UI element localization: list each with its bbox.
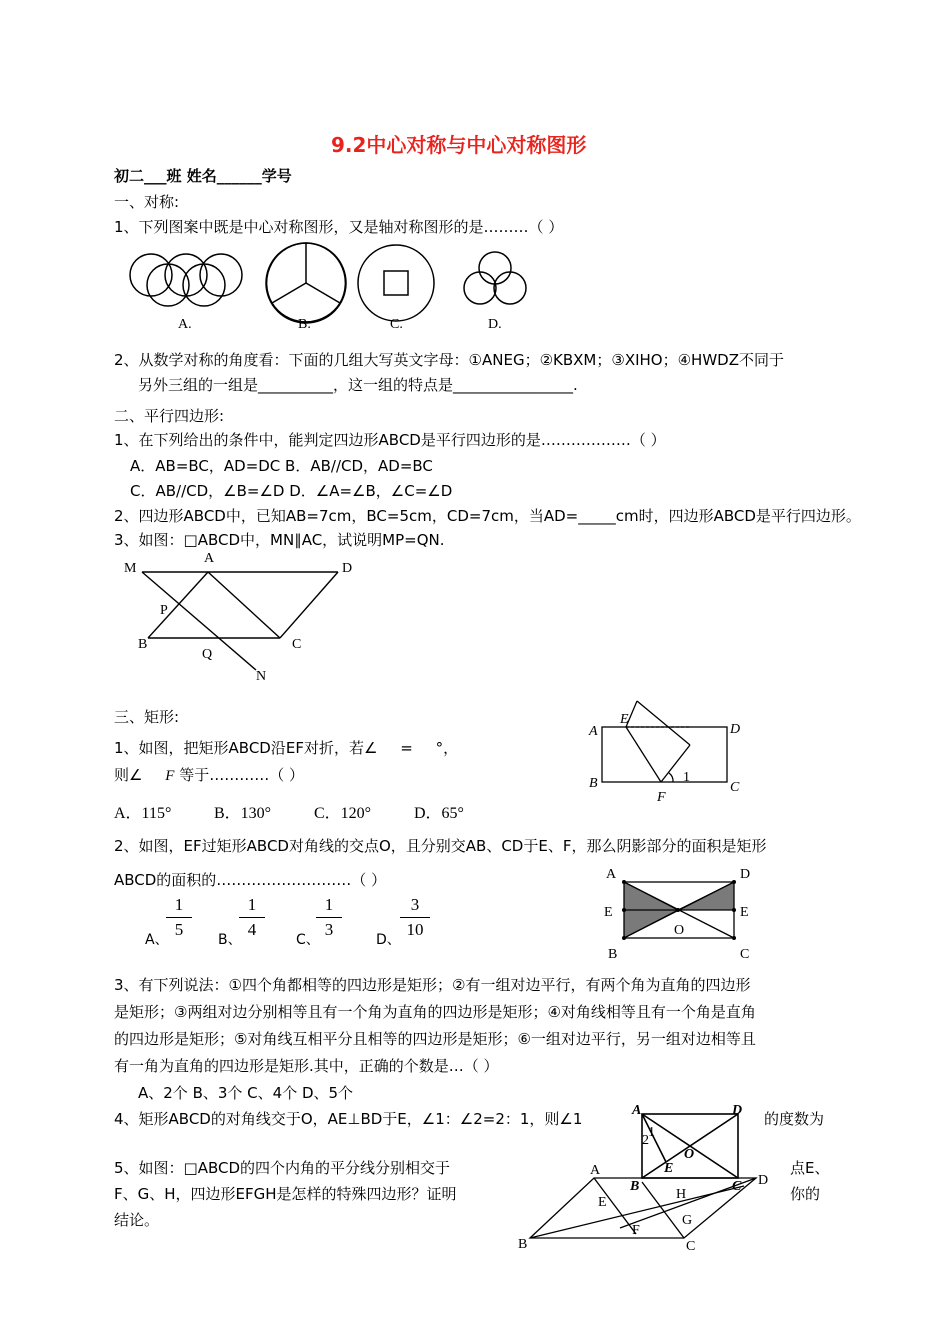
- s3-q5-line3: 结论。: [114, 1211, 160, 1229]
- label-e: E: [620, 712, 629, 727]
- figure-d-triquetra: [464, 252, 526, 304]
- label-a: A: [590, 1163, 601, 1178]
- s3-q2-option-a-label: A、: [145, 932, 169, 948]
- s3-q5-line1-tail: 点E、: [790, 1159, 830, 1177]
- line-mn: [142, 572, 256, 670]
- s1-q1: 1、下列图案中既是中心对称图形，又是轴对称图形的是………（ ）: [114, 218, 564, 236]
- s3-q2-line1: 2、如图，EF过矩形ABCD对角线的交点O，且分别交AB、CD于E、F，那么阴影部分的面积是矩形: [114, 837, 767, 855]
- s3-q2-option-c-label: C、: [296, 932, 320, 948]
- line-dc: [280, 572, 338, 638]
- s3-q4-text-tail: 的度数为: [764, 1110, 825, 1128]
- label-c: C: [732, 1179, 742, 1194]
- s3-q3-options: A、2个 B、3个 C、4个 D、5个: [138, 1084, 354, 1102]
- s3-q1-text-e: F: [165, 768, 175, 784]
- fraction-c-num: 1: [316, 895, 342, 918]
- rectangle: [602, 727, 727, 782]
- s3-q1-text-a: 1、如图，把矩形ABCD沿EF对折，若∠: [114, 739, 378, 757]
- s3-q1-option-a: A．115°: [114, 805, 172, 822]
- fig-label-c: C.: [390, 317, 403, 332]
- label-b: B: [589, 776, 598, 791]
- s3-q1-text-c: °，: [435, 739, 459, 757]
- label-d: D: [758, 1173, 769, 1188]
- label-o: O: [674, 923, 685, 938]
- s2-q1-options-2: C．AB//CD，∠B=∠D D．∠A=∠B，∠C=∠D: [130, 482, 453, 500]
- label-e: E: [598, 1195, 607, 1210]
- section-1-heading: 一、对称:: [114, 193, 180, 211]
- s1-q2-line2: 另外三组的一组是__________，这一组的特点是________________.: [138, 376, 578, 394]
- label-f: F: [632, 1223, 640, 1238]
- s3-q2-option-c-fraction: [316, 895, 342, 940]
- section-3-heading: 三、矩形:: [114, 708, 180, 726]
- label-b: B: [630, 1179, 640, 1194]
- s3-q3-line4: 有一角为直角的四边形是矩形.其中，正确的个数是…（ ）: [114, 1057, 499, 1075]
- s2-q1: 1、在下列给出的条件中，能判定四边形ABCD是平行四边形的是………………（ ）: [114, 431, 666, 449]
- figure-a-rings: [130, 254, 242, 306]
- s1-q2-line1: 2、从数学对称的角度看：下面的几组大写英文字母：①ANEG；②KBXM；③XIHO；④HWDZ不同于: [114, 351, 784, 369]
- label-1: 1: [648, 1125, 655, 1140]
- s3-q3-line3: 的四边形是矩形；⑤对角线互相平分且相等的四边形是矩形；⑥一组对边平行，另一组对边相等且: [114, 1030, 756, 1048]
- fraction-c-den: 3: [324, 920, 334, 939]
- label-g: G: [682, 1213, 693, 1228]
- s3-q2-option-d-label: D、: [376, 932, 401, 948]
- s3-q2-option-d-fraction: [400, 895, 430, 940]
- label-e-right: E: [740, 905, 749, 920]
- s2-q1-options-1: A．AB=BC，AD=DC B．AB//CD，AD=BC: [130, 457, 433, 475]
- fraction-d-num: 3: [400, 895, 430, 918]
- label-2: 2: [642, 1133, 649, 1148]
- label-h: H: [676, 1187, 687, 1202]
- label-d: D: [740, 867, 751, 882]
- s3-q1-text-d: 则∠: [114, 766, 143, 784]
- s3-q1-line1: [114, 737, 458, 758]
- label-e: E: [664, 1161, 674, 1176]
- s3-q2-option-a-fraction: [166, 895, 192, 940]
- label-b: B: [608, 947, 618, 962]
- s3-q1-option-c: C．120°: [314, 805, 372, 822]
- fold-2: [637, 701, 690, 745]
- label-d: D: [342, 561, 353, 576]
- section-2-heading: 二、平行四边形:: [114, 407, 225, 425]
- label-a: A: [204, 551, 215, 566]
- label-p: P: [160, 603, 168, 618]
- fraction-b-den: 4: [247, 920, 257, 939]
- fraction-a-den: 5: [174, 920, 184, 939]
- figure-b-circle-y: [266, 243, 346, 323]
- label-a: A: [589, 724, 598, 739]
- s1-q1-figures: [120, 240, 520, 340]
- s3-q1-fold-figure: [585, 695, 755, 810]
- label-m: M: [124, 561, 137, 576]
- page-title: 9.2中心对称与中心对称图形: [331, 133, 587, 157]
- parallelogram: [530, 1178, 756, 1238]
- s3-q2-rectangle-figure: [598, 862, 768, 962]
- crease-ef: [626, 727, 661, 782]
- s3-q2-option-b-label: B、: [218, 932, 242, 948]
- label-a: A: [606, 867, 617, 882]
- s3-q1-text-f: 等于…………（ ）: [179, 766, 304, 784]
- label-b: B: [518, 1237, 528, 1252]
- label-c: C: [730, 780, 740, 795]
- s2-q3: 3、如图：□ABCD中，MN∥AC，试说明MP=QN.: [114, 531, 445, 549]
- s3-q5-parallelogram-figure: [512, 1160, 782, 1260]
- label-q: Q: [202, 647, 213, 662]
- figure-c-coin: [358, 245, 434, 321]
- fraction-a-num: 1: [166, 895, 192, 918]
- label-o: O: [684, 1147, 695, 1162]
- label-c: C: [740, 947, 750, 962]
- label-b: B: [138, 637, 148, 652]
- s3-q1-option-d: D．65°: [414, 805, 464, 822]
- label-1: 1: [683, 770, 690, 785]
- s3-q1-line2: [114, 764, 304, 785]
- label-n: N: [256, 669, 267, 684]
- fraction-b-num: 1: [239, 895, 265, 918]
- fig-label-a: A.: [178, 317, 192, 332]
- s3-q1-text-b: =: [400, 739, 413, 757]
- s3-q3-line2: 是矩形；③两组对边分别相等且有一个角为直角的四边形是矩形；④对角线相等且有一个角是直角: [114, 1003, 756, 1021]
- s3-q5-line2: F、G、H，四边形EFGH是怎样的特殊四边形？证明: [114, 1185, 457, 1203]
- label-a: A: [632, 1103, 642, 1118]
- s3-q5-line2-tail: 你的: [790, 1185, 821, 1203]
- label-e-left: E: [604, 905, 613, 920]
- s2-parallelogram-figure: [120, 548, 370, 688]
- header-line: 初二___班 姓名______学号: [114, 167, 292, 185]
- fraction-d-den: 10: [406, 920, 424, 939]
- label-c: C: [686, 1239, 696, 1254]
- line-ac: [208, 572, 280, 638]
- s3-q2-line2: ABCD的面积的………………………（ ）: [114, 871, 387, 889]
- angle-arc: [669, 773, 673, 782]
- s3-q2-option-b-fraction: [239, 895, 265, 940]
- label-f: F: [657, 790, 666, 805]
- fig-label-d: D.: [488, 317, 502, 332]
- s3-q4-text: 4、矩形ABCD的对角线交于O，AE⊥BD于E，∠1：∠2=2：1，则∠1: [114, 1110, 583, 1128]
- s3-q3-line1: 3、有下列说法：①四个角都相等的四边形是矩形；②有一组对边平行，有两个角为直角的四边形: [114, 976, 751, 994]
- line-ab: [148, 572, 208, 638]
- s3-q1-option-b: B．130°: [214, 805, 272, 822]
- label-c: C: [292, 637, 302, 652]
- label-d: D: [732, 1103, 743, 1118]
- s3-q5-line1: 5、如图：□ABCD的四个内角的平分线分别相交于: [114, 1159, 451, 1177]
- label-d: D: [730, 722, 741, 737]
- fig-label-b: B.: [298, 317, 311, 332]
- s2-q2: 2、四边形ABCD中，已知AB=7cm，BC=5cm，CD=7cm，当AD=_____cm时，四边形ABCD是平行四边形。: [114, 507, 861, 525]
